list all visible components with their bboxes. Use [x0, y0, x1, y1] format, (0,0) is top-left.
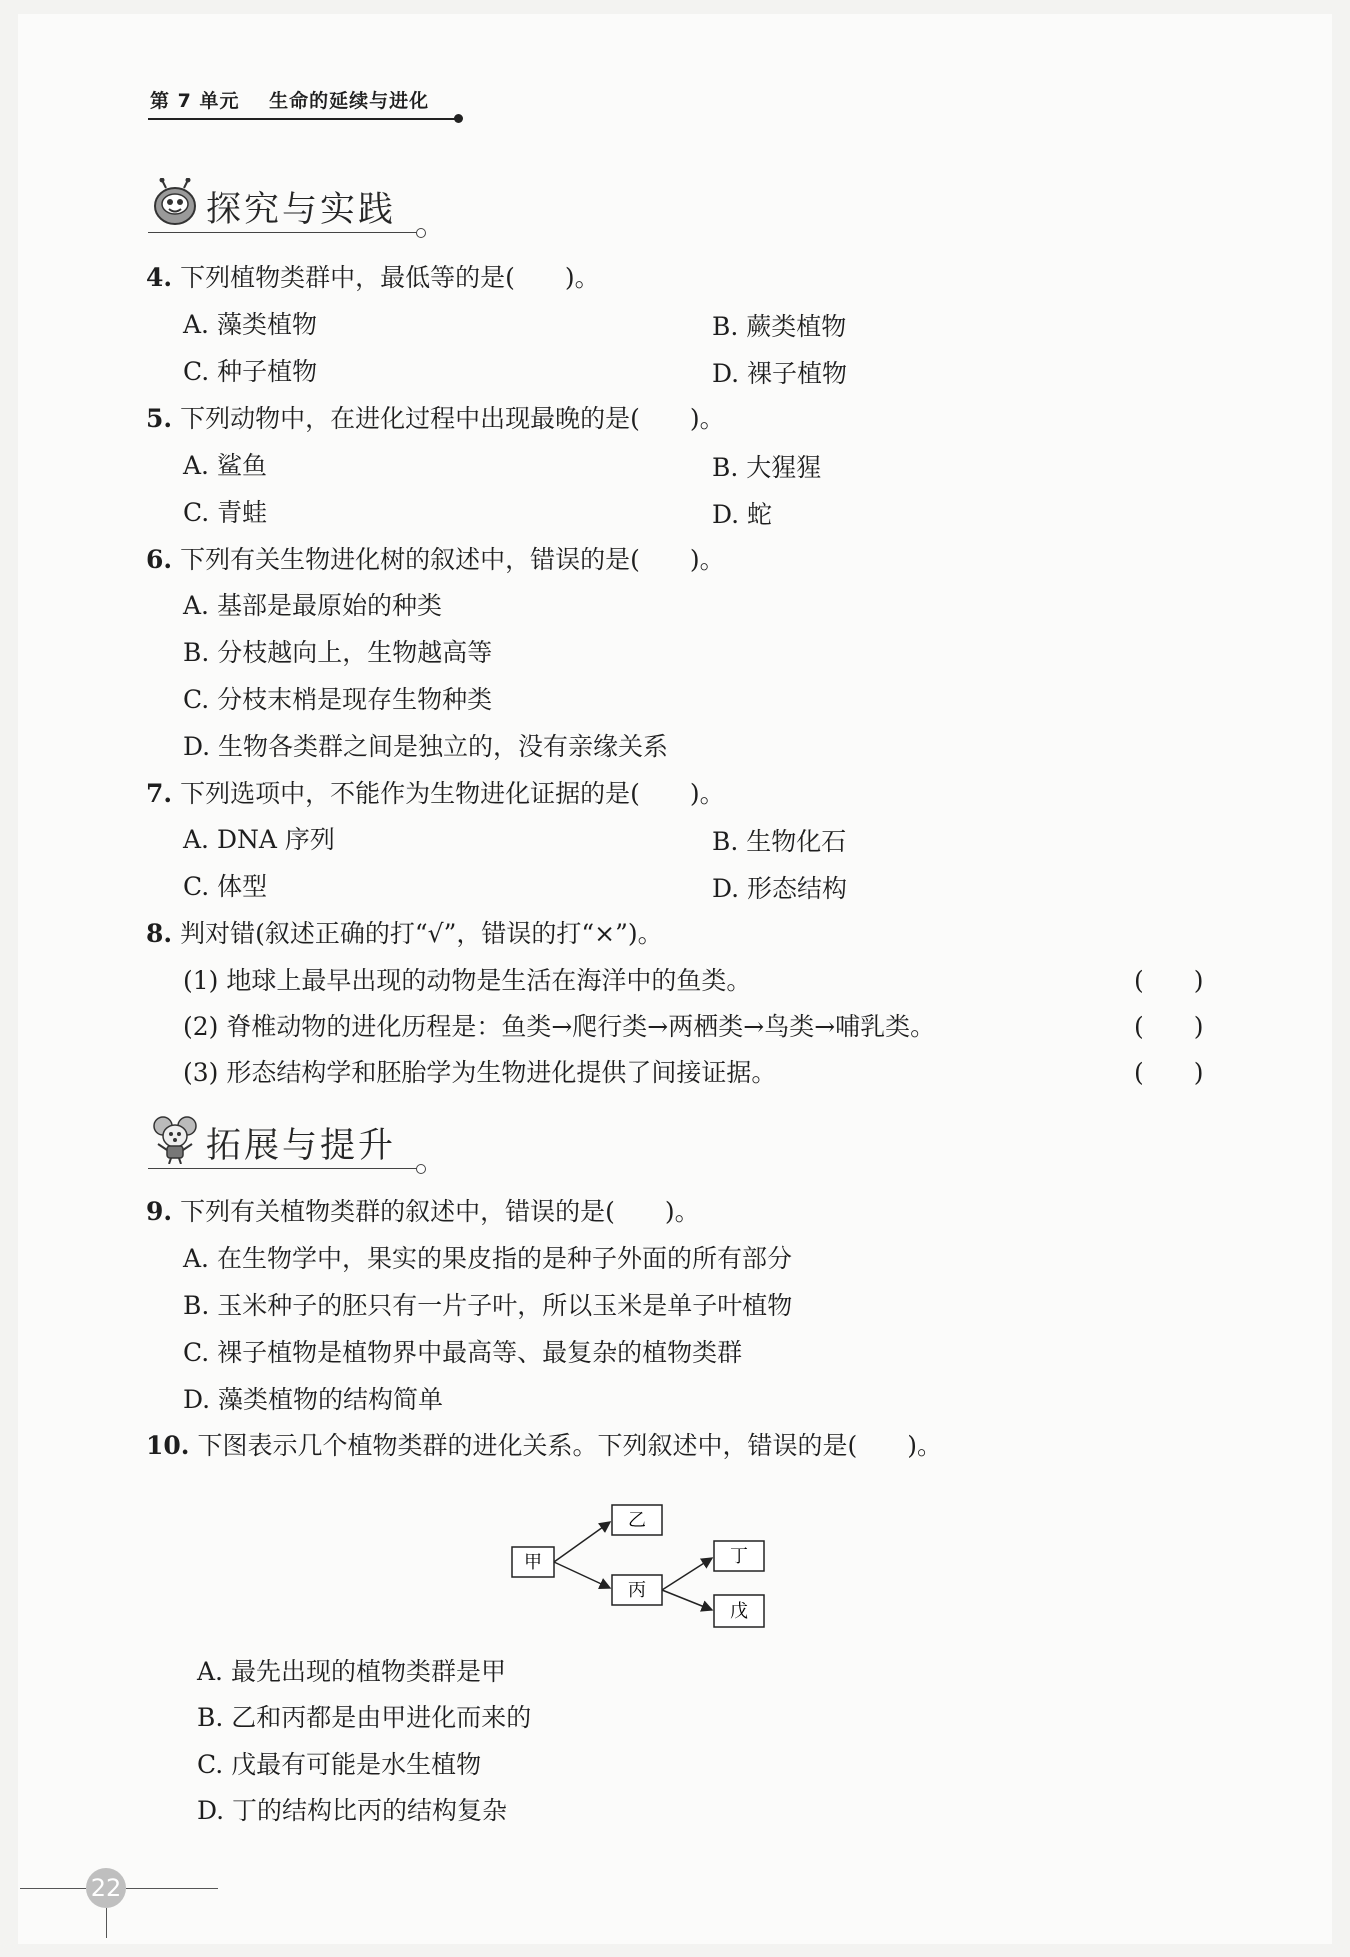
question-9 [146, 1196, 700, 1228]
section-rule-dot [416, 228, 426, 238]
question-stem: 判对错(叙述正确的打“√”，错误的打“×”)。 [180, 919, 663, 948]
node-yi-label: 乙 [628, 1510, 646, 1531]
option-c: C. 体型 [183, 872, 268, 901]
option-a: A. 在生物学中，果实的果皮指的是种子外面的所有部分 [183, 1244, 792, 1273]
question-stem: 下列植物类群中，最低等的是( )。 [180, 263, 600, 292]
statement-3: (3) 形态结构学和胚胎学为生物进化提供了间接证据。 [183, 1058, 777, 1087]
question-stem: 下列动物中，在进化过程中出现最晚的是( )。 [180, 404, 725, 433]
question-number: 8. [146, 919, 173, 948]
answer-parentheses: ( ) [1134, 1058, 1204, 1087]
node-bing-label: 丙 [628, 1580, 646, 1601]
question-number: 4. [146, 263, 173, 292]
footer-tick [106, 1908, 107, 1938]
question-8 [146, 918, 663, 950]
question-number: 5. [146, 404, 173, 433]
footer-rule-right [126, 1888, 218, 1889]
node-wu-label: 戊 [730, 1601, 748, 1622]
question-7 [146, 778, 725, 810]
evolution-diagram [500, 1495, 800, 1645]
question-stem: 下列有关植物类群的叙述中，错误的是( )。 [180, 1197, 700, 1226]
section-rule-dot [416, 1164, 426, 1174]
page-number: 22 [86, 1868, 126, 1908]
option-d: D. 蛇 [712, 500, 773, 529]
option-a: A. 藻类植物 [183, 310, 317, 339]
answer-parentheses: ( ) [1134, 966, 1204, 995]
unit-label: 第 7 单元 [150, 90, 240, 112]
option-a: A. 最先出现的植物类群是甲 [197, 1657, 506, 1686]
arrow-jia-bing [554, 1562, 610, 1588]
section-title: 拓展与提升 [206, 1126, 397, 1166]
header-rule [148, 118, 458, 120]
question-number: 7. [146, 779, 173, 808]
option-c: C. 裸子植物是植物界中最高等、最复杂的植物类群 [183, 1338, 743, 1367]
option-d: D. 藻类植物的结构简单 [183, 1385, 444, 1414]
section-rule [148, 232, 418, 233]
option-c: C. 青蛙 [183, 498, 268, 527]
node-jia-label: 甲 [524, 1552, 542, 1573]
option-d: D. 裸子植物 [712, 359, 848, 388]
header-dot [454, 114, 463, 123]
option-b: B. 玉米种子的胚只有一片子叶，所以玉米是单子叶植物 [183, 1291, 793, 1320]
page-header [150, 86, 429, 113]
option-d: D. 形态结构 [712, 874, 848, 903]
question-6 [146, 544, 725, 576]
option-a: A. 鲨鱼 [183, 451, 267, 480]
option-a: A. DNA 序列 [183, 825, 335, 854]
question-4 [146, 262, 600, 294]
option-b: B. 大猩猩 [712, 453, 822, 482]
mouse-mascot-icon [150, 1114, 200, 1164]
option-c: C. 戊最有可能是水生植物 [197, 1750, 482, 1779]
option-b: B. 生物化石 [712, 827, 847, 856]
option-b: B. 分枝越向上，生物越高等 [183, 638, 493, 667]
question-number: 10. [146, 1431, 190, 1460]
question-5 [146, 403, 725, 435]
question-10 [146, 1430, 942, 1462]
option-d: D. 生物各类群之间是独立的，没有亲缘关系 [183, 732, 669, 761]
option-b: B. 乙和丙都是由甲进化而来的 [197, 1703, 532, 1732]
statement-2: (2) 脊椎动物的进化历程是：鱼类→爬行类→两栖类→鸟类→哺乳类。 [183, 1012, 936, 1041]
question-number: 6. [146, 545, 173, 574]
question-stem: 下图表示几个植物类群的进化关系。下列叙述中，错误的是( )。 [197, 1431, 943, 1460]
question-stem: 下列有关生物进化树的叙述中，错误的是( )。 [180, 545, 725, 574]
answer-parentheses: ( ) [1134, 1012, 1204, 1041]
robot-mascot-icon [150, 178, 200, 228]
question-stem: 下列选项中，不能作为生物进化证据的是( )。 [180, 779, 725, 808]
question-number: 9. [146, 1197, 173, 1226]
option-d: D. 丁的结构比丙的结构复杂 [197, 1796, 508, 1825]
option-b: B. 蕨类植物 [712, 312, 847, 341]
option-c: C. 分枝末梢是现存生物种类 [183, 685, 493, 714]
node-ding-label: 丁 [730, 1546, 748, 1567]
arrow-bing-ding [662, 1558, 712, 1590]
footer-rule-left [20, 1888, 86, 1889]
option-c: C. 种子植物 [183, 357, 318, 386]
arrow-bing-wu [662, 1590, 712, 1610]
option-a: A. 基部是最原始的种类 [183, 591, 442, 620]
unit-title: 生命的延续与进化 [269, 90, 430, 112]
section-rule [148, 1168, 418, 1169]
section-title: 探究与实践 [206, 190, 397, 230]
arrow-jia-yi [554, 1522, 610, 1562]
statement-1: (1) 地球上最早出现的动物是生活在海洋中的鱼类。 [183, 966, 752, 995]
